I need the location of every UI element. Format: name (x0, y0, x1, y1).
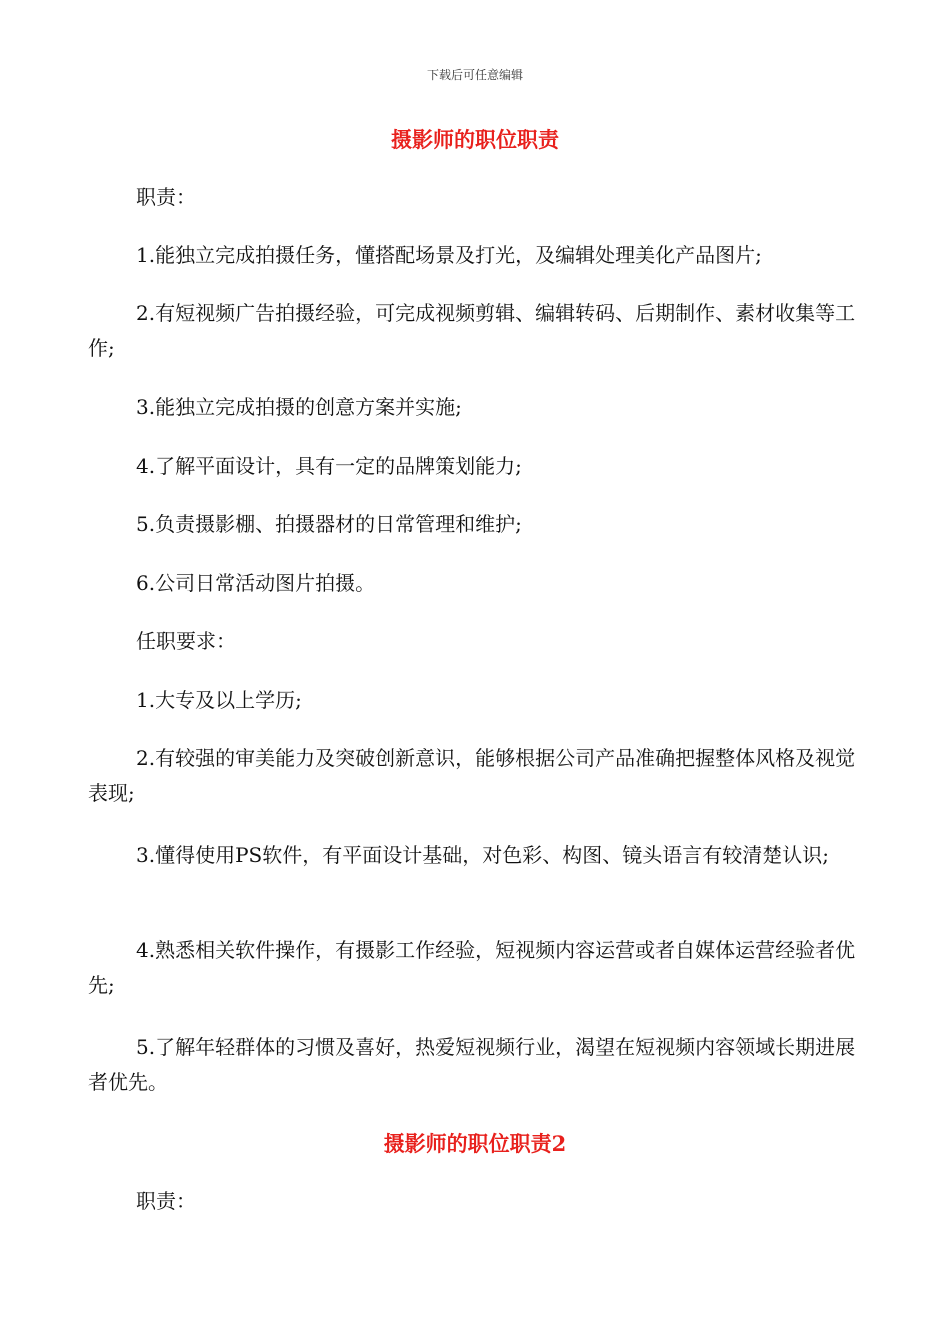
duties-heading: 职责： (136, 185, 196, 209)
duty-item-1: 1.能独立完成拍摄任务，懂搭配场景及打光，及编辑处理美化产品图片; (136, 243, 762, 267)
requirement-item-4: 4.熟悉相关软件操作，有摄影工作经验，短视频内容运营或者自媒体运营经验者优先; (88, 938, 856, 997)
requirement-item-5: 5.了解年轻群体的习惯及喜好，热爱短视频行业，渴望在短视频内容领域长期进展者优先。 (88, 1035, 856, 1094)
duty-item-4: 4.了解平面设计，具有一定的品牌策划能力; (136, 454, 522, 478)
duty-item-5: 5.负责摄影棚、拍摄器材的日常管理和维护; (136, 512, 522, 536)
header-note: 下载后可任意编辑 (426, 68, 523, 82)
section1-title: 摄影师的职位职责 (391, 127, 559, 152)
duty-item-6: 6.公司日常活动图片拍摄。 (136, 571, 376, 595)
requirements-heading: 任职要求： (136, 629, 236, 653)
section2-title: 摄影师的职位职责2 (383, 1131, 567, 1156)
section2-duties-heading: 职责： (136, 1189, 196, 1213)
requirement-item-2: 2.有较强的审美能力及突破创新意识，能够根据公司产品准确把握整体风格及视觉表现; (88, 746, 856, 805)
duty-item-3: 3.能独立完成拍摄的创意方案并实施; (136, 395, 462, 419)
duty-item-2: 2.有短视频广告拍摄经验，可完成视频剪辑、编辑转码、后期制作、素材收集等工作; (88, 301, 856, 360)
requirement-item-3: 3.懂得使用PS软件，有平面设计基础，对色彩、构图、镜头语言有较清楚认识; (136, 843, 829, 867)
requirement-item-1: 1.大专及以上学历; (136, 688, 302, 712)
